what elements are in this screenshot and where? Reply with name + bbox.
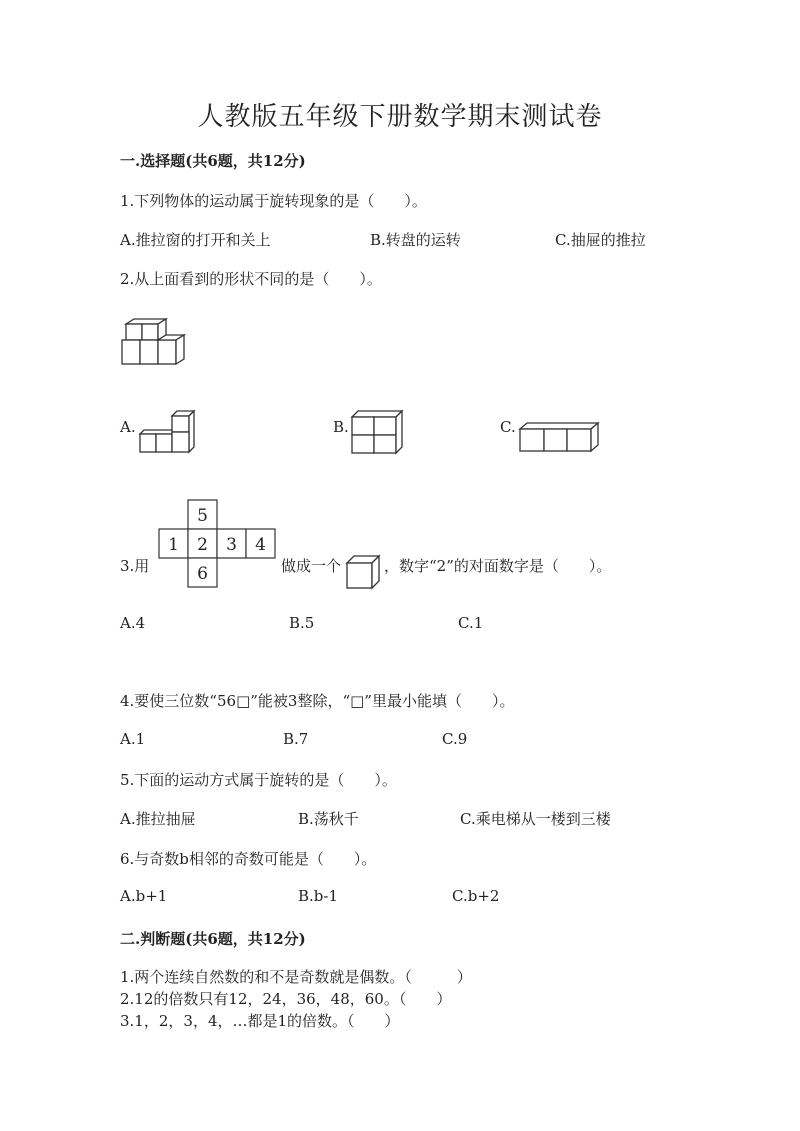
net-face-left: 1 (168, 535, 179, 555)
q4-option-c[interactable]: C.9 (442, 730, 468, 748)
q5-option-a[interactable]: A.推拉抽屉 (120, 810, 196, 828)
q2-option-a[interactable]: A. (120, 418, 136, 436)
q3-option-b[interactable]: B.5 (289, 614, 315, 632)
question-3-prefix: 3.用 (120, 557, 150, 575)
question-4: 4.要使三位数“56□”能被3整除，“□”里最小能填（ ）。 (120, 692, 515, 710)
q1-option-a[interactable]: A.推拉窗的打开和关上 (120, 231, 271, 249)
q2-option-b[interactable]: B. (333, 418, 349, 436)
q6-option-b[interactable]: B.b-1 (298, 887, 339, 905)
net-face-center: 2 (197, 535, 208, 555)
cube-icon (346, 555, 382, 589)
net-face-bottom: 6 (197, 564, 208, 584)
judgement-question-1: 1.两个连续自然数的和不是奇数就是偶数。（ ） (120, 968, 472, 986)
page-title: 人教版五年级下册数学期末测试卷 (197, 102, 603, 132)
net-face-right: 3 (226, 535, 237, 555)
q2-option-a-figure (138, 410, 198, 454)
question-5: 5.下面的运动方式属于旋转的是（ ）。 (120, 771, 397, 789)
q3-option-a[interactable]: A.4 (120, 614, 146, 632)
question-6: 6.与奇数b相邻的奇数可能是（ ）。 (120, 850, 377, 868)
question-3-suffix: ，数字“2”的对面数字是（ ）。 (384, 557, 612, 575)
question-1: 1.下列物体的运动属于旋转现象的是（ ）。 (120, 192, 427, 210)
section-heading-choice: 一.选择题(共6题，共12分) (120, 152, 306, 170)
q6-option-c[interactable]: C.b+2 (452, 887, 500, 905)
cube-net-figure (159, 499, 277, 591)
net-face-far-right: 4 (255, 535, 266, 555)
q1-option-c[interactable]: C.抽屉的推拉 (555, 231, 646, 249)
net-face-top: 5 (197, 506, 208, 526)
q2-option-b-figure (350, 410, 406, 456)
q1-option-b[interactable]: B.转盘的运转 (370, 231, 461, 249)
judgement-question-2: 2.12的倍数只有12，24，36，48，60。（ ） (120, 990, 452, 1008)
q2-option-c-figure (518, 422, 602, 456)
q2-cube-figure (118, 318, 190, 370)
q6-option-a[interactable]: A.b+1 (120, 887, 168, 905)
q4-option-b[interactable]: B.7 (283, 730, 309, 748)
q2-option-c[interactable]: C. (500, 418, 516, 436)
judgement-question-3: 3.1，2，3，4，…都是1的倍数。（ ） (120, 1012, 400, 1030)
question-3-middle: 做成一个 (281, 557, 342, 575)
question-2: 2.从上面看到的形状不同的是（ ）。 (120, 270, 382, 288)
q3-option-c[interactable]: C.1 (458, 614, 484, 632)
q4-option-a[interactable]: A.1 (120, 730, 146, 748)
section-heading-judgement: 二.判断题(共6题，共12分) (120, 930, 306, 948)
q5-option-b[interactable]: B.荡秋千 (298, 810, 359, 828)
q5-option-c[interactable]: C.乘电梯从一楼到三楼 (460, 810, 611, 828)
